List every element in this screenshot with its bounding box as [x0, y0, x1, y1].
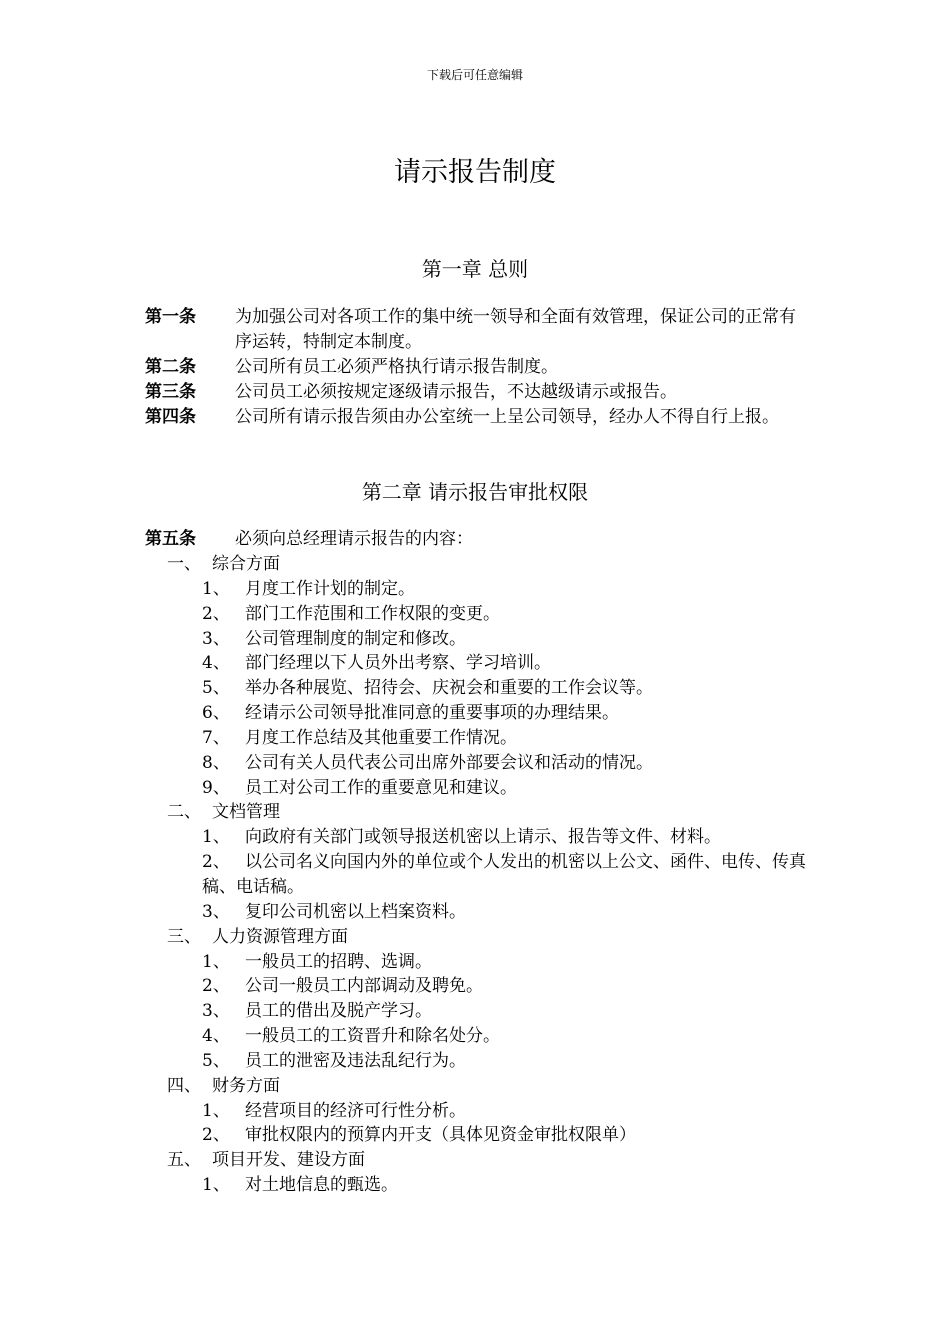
article-2 — [145, 355, 810, 380]
item-number: 2、 — [202, 603, 230, 624]
article-1 — [145, 305, 810, 355]
list-item — [145, 999, 815, 1024]
section-title: 综合方面 — [212, 554, 280, 574]
item-number: 8、 — [202, 752, 230, 773]
section-number: 五、 — [167, 1150, 201, 1171]
item-number: 4、 — [202, 1026, 230, 1047]
item-text: 月度工作计划的制定。 — [245, 578, 415, 599]
section-title: 财务方面 — [212, 1075, 280, 1096]
article-text: 公司所有请示报告须由办公室统一上呈公司领导，经办人不得自行上报。 — [235, 407, 779, 427]
item-text: 员工对公司工作的重要意见和建议。 — [245, 777, 517, 798]
section-heading — [145, 1148, 815, 1173]
list-item — [145, 825, 815, 850]
item-number: 1、 — [202, 1175, 230, 1196]
item-number: 3、 — [202, 901, 230, 922]
article-label: 第五条 — [145, 529, 196, 549]
item-number: 1、 — [202, 578, 230, 599]
item-text: 部门经理以下人员外出考察、学习培训。 — [245, 653, 551, 674]
item-text: 员工的泄密及违法乱纪行为。 — [245, 1050, 466, 1071]
article-text: 公司所有员工必须严格执行请示报告制度。 — [235, 357, 558, 377]
item-number: 2、 — [202, 976, 230, 997]
list-item — [145, 726, 815, 751]
chapter-1-title: 第一章 总则 — [421, 257, 529, 281]
list-item — [145, 1049, 815, 1074]
section-heading — [145, 800, 815, 825]
article-5 — [145, 527, 810, 552]
item-text: 复印公司机密以上档案资料。 — [245, 901, 466, 922]
list-item — [145, 701, 815, 726]
item-number: 1、 — [202, 827, 230, 848]
list-item — [145, 676, 815, 701]
list-item — [145, 751, 815, 776]
item-text: 经请示公司领导批准同意的重要事项的办理结果。 — [245, 703, 619, 724]
article-label: 第三条 — [145, 382, 196, 402]
item-number: 2、 — [202, 1125, 230, 1146]
item-number: 1、 — [202, 951, 230, 972]
item-text: 向政府有关部门或领导报送机密以上请示、报告等文件、材料。 — [245, 827, 721, 848]
item-text: 以公司名义向国内外的单位或个人发出的机密以上公文、函件、电传、传真稿、电话稿。 — [202, 852, 806, 897]
article-label: 第四条 — [145, 407, 196, 427]
article-label: 第二条 — [145, 357, 196, 377]
item-text: 公司一般员工内部调动及聘免。 — [245, 976, 483, 997]
item-text: 对土地信息的甄选。 — [245, 1175, 398, 1196]
chapter-2-title: 第二章 请示报告审批权限 — [361, 480, 589, 504]
item-number: 6、 — [202, 703, 230, 724]
list-item — [145, 1099, 815, 1124]
article-label: 第一条 — [145, 307, 196, 327]
section-title: 文档管理 — [212, 802, 280, 823]
document-title: 请示报告制度 — [394, 157, 556, 188]
header-note: 下载后可任意编辑 — [426, 68, 523, 82]
section-title: 人力资源管理方面 — [212, 926, 348, 947]
section-heading — [145, 925, 815, 950]
list-item — [145, 1024, 815, 1049]
article-text: 必须向总经理请示报告的内容： — [235, 529, 473, 549]
section-number: 二、 — [167, 802, 201, 823]
list-item — [145, 627, 815, 652]
item-number: 4、 — [202, 653, 230, 674]
item-text: 审批权限内的预算内开支（具体见资金审批权限单） — [245, 1125, 636, 1146]
section-number: 一、 — [167, 554, 201, 574]
list-item — [145, 1173, 815, 1198]
section-heading — [145, 1074, 815, 1099]
item-text: 公司管理制度的制定和修改。 — [245, 628, 466, 649]
list-item — [145, 602, 815, 627]
list-item — [145, 776, 815, 801]
section-number: 四、 — [167, 1075, 201, 1096]
article-text: 为加强公司对各项工作的集中统一领导和全面有效管理，保证公司的正常有序运转，特制定本制度。 — [235, 307, 796, 352]
item-number: 5、 — [202, 678, 230, 699]
item-number: 1、 — [202, 1100, 230, 1121]
item-number: 3、 — [202, 1001, 230, 1022]
item-number: 2、 — [202, 852, 230, 873]
approval-list — [145, 552, 815, 1198]
section-heading — [145, 552, 815, 577]
item-number: 3、 — [202, 628, 230, 649]
section-title: 项目开发、建设方面 — [212, 1150, 365, 1171]
item-text: 经营项目的经济可行性分析。 — [245, 1100, 466, 1121]
item-text: 公司有关人员代表公司出席外部要会议和活动的情况。 — [245, 752, 653, 773]
list-item — [145, 850, 815, 900]
list-item — [145, 900, 815, 925]
item-text: 一般员工的工资晋升和除名处分。 — [245, 1026, 500, 1047]
article-3 — [145, 380, 810, 405]
list-item — [145, 974, 815, 999]
list-item — [145, 651, 815, 676]
item-number: 9、 — [202, 777, 230, 798]
item-text: 部门工作范围和工作权限的变更。 — [245, 603, 500, 624]
item-number: 5、 — [202, 1050, 230, 1071]
item-text: 员工的借出及脱产学习。 — [245, 1001, 432, 1022]
item-number: 7、 — [202, 727, 230, 748]
article-4 — [145, 405, 810, 430]
section-number: 三、 — [167, 926, 201, 947]
list-item — [145, 1123, 815, 1148]
list-item — [145, 577, 815, 602]
item-text: 举办各种展览、招待会、庆祝会和重要的工作会议等。 — [245, 678, 653, 699]
item-text: 一般员工的招聘、选调。 — [245, 951, 432, 972]
article-text: 公司员工必须按规定逐级请示报告，不达越级请示或报告。 — [235, 382, 677, 402]
list-item — [145, 950, 815, 975]
item-text: 月度工作总结及其他重要工作情况。 — [245, 727, 517, 748]
